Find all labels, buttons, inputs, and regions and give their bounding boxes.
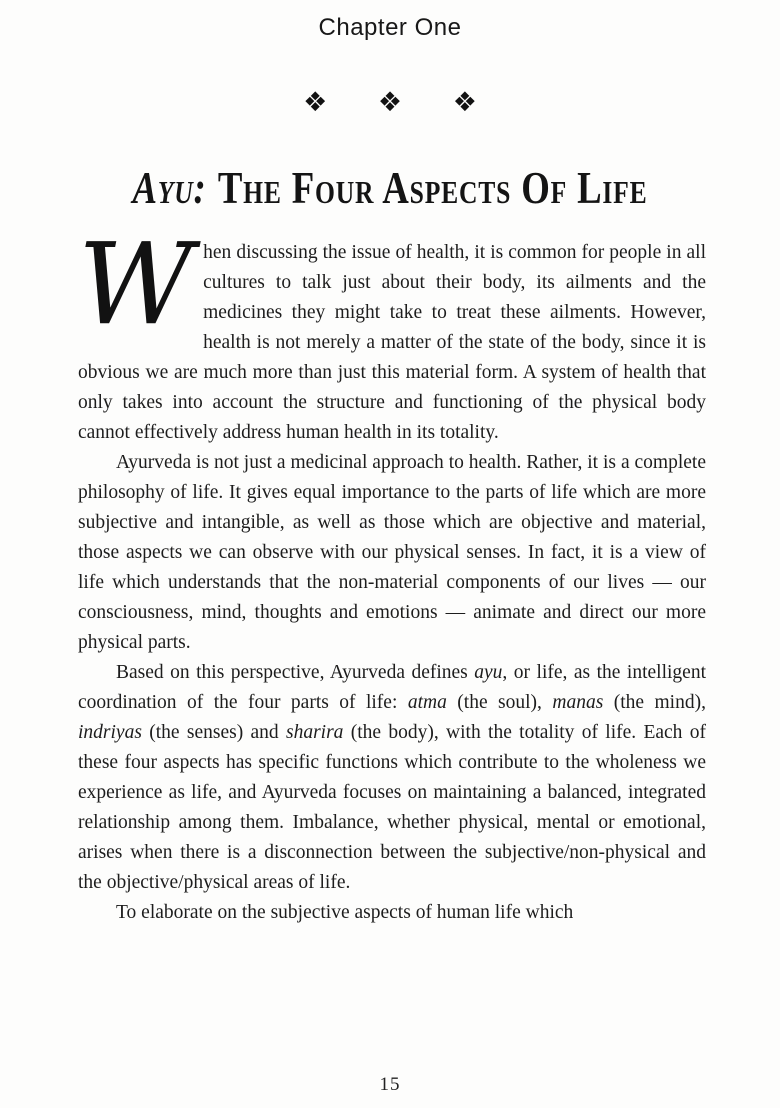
paragraph: To elaborate on the subjective aspects of human life which bbox=[116, 902, 574, 923]
italic-term: sharira bbox=[285, 722, 344, 743]
ornament-row bbox=[0, 88, 780, 118]
paragraph: Based on this perspective, Ayurveda defines ayu, or life, as the intelligent coordination of the four parts of life: atma (the soul), manas (the mind), indriyas (the senses) and sharira (the body), with the totality of life. Each of these four aspects has specific functions which contribute to the wholeness we experience as life, and Ayurveda focuses on maintaining a balanced, integrated relationship among them. Imbalance, whether physical, mental or emotional, arises when there is a disconnection between the subjective/non-physical and the objective/physical areas of life. bbox=[78, 662, 706, 893]
running-header: Chapter One bbox=[318, 14, 462, 41]
italic-term: indriyas bbox=[78, 722, 142, 743]
body-text bbox=[78, 238, 706, 1028]
diamond-ornament-icon: ❖ bbox=[377, 87, 403, 118]
italic-term: manas bbox=[552, 692, 604, 713]
chapter-title-lead: Ayu: bbox=[132, 162, 207, 213]
paragraph: Ayurveda is not just a medicinal approach to health. Rather, it is a complete philosophy of life. It gives equal importance to the parts of life which are more subjective and intangible, as well as those which are objective and material, those aspects we can observe with our physical senses. In fact, it is a view of life which understands that the non-material components of our lives — our consciousness, mind, thoughts and emotions — animate and direct our more physical parts. bbox=[78, 452, 706, 653]
italic-term: atma bbox=[407, 692, 447, 713]
diamond-ornament-icon: ❖ bbox=[452, 87, 477, 118]
page-number: 15 bbox=[379, 1074, 401, 1095]
chapter-title-rest: The Four Aspects Of Life bbox=[217, 162, 648, 213]
drop-cap-letter: W bbox=[78, 238, 194, 350]
italic-term: ayu bbox=[474, 662, 503, 683]
paragraph: When discussing the issue of health, it is common for people in all cultures to talk just about their body, its ailments and the medicines they might take to treat these ailments. However, health is not merely a matter of the state of the body, since it is obvious we are much more than just this material form. A system of health that only takes into account the structure and functioning of the physical body cannot effectively address human health in its totality. bbox=[78, 238, 706, 443]
diamond-ornament-icon: ❖ bbox=[303, 87, 328, 118]
chapter-title bbox=[78, 164, 702, 212]
